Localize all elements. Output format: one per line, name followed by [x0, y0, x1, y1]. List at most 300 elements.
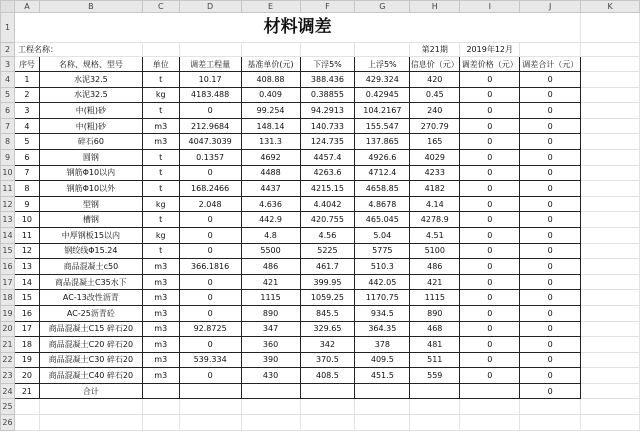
table-cell[interactable]: 360: [241, 337, 300, 353]
row-header[interactable]: 15: [1, 243, 15, 259]
cell[interactable]: [460, 399, 520, 415]
table-cell[interactable]: 845.5: [300, 305, 355, 321]
table-cell[interactable]: 4.636: [241, 196, 300, 212]
cell[interactable]: [581, 181, 640, 197]
table-cell[interactable]: t: [142, 103, 179, 119]
table-cell[interactable]: 0: [179, 305, 241, 321]
table-cell[interactable]: 539.334: [179, 352, 241, 368]
table-cell[interactable]: 1059.25: [300, 290, 355, 306]
table-cell[interactable]: 451.5: [355, 368, 410, 384]
table-cell[interactable]: 165: [410, 134, 460, 150]
table-cell[interactable]: 5775: [355, 243, 410, 259]
header-cell-quantity[interactable]: 调差工程量: [179, 57, 241, 72]
table-cell[interactable]: [300, 383, 355, 399]
cell[interactable]: [581, 118, 640, 134]
row-header[interactable]: 24: [1, 383, 15, 399]
period-cell[interactable]: 第21期: [410, 43, 460, 57]
table-cell[interactable]: 408.88: [241, 72, 300, 88]
cell[interactable]: [581, 368, 640, 384]
table-cell[interactable]: t: [142, 212, 179, 228]
cell[interactable]: [410, 415, 460, 431]
row-header[interactable]: 14: [1, 227, 15, 243]
table-cell[interactable]: 商品混凝土C35水下: [39, 274, 142, 290]
table-cell[interactable]: 3: [14, 103, 39, 119]
table-cell[interactable]: 4.56: [300, 227, 355, 243]
table-cell[interactable]: 14: [14, 274, 39, 290]
cell[interactable]: [355, 43, 410, 57]
table-cell[interactable]: m3: [142, 368, 179, 384]
table-cell[interactable]: 137.865: [355, 134, 410, 150]
sheet-title[interactable]: 材料调差: [14, 13, 580, 43]
table-cell[interactable]: 131.3: [241, 134, 300, 150]
table-cell[interactable]: 19: [14, 352, 39, 368]
table-cell[interactable]: 0: [520, 259, 581, 275]
table-cell[interactable]: 0: [179, 274, 241, 290]
table-cell[interactable]: [241, 383, 300, 399]
table-cell[interactable]: 0: [520, 118, 581, 134]
table-cell[interactable]: 364.35: [355, 321, 410, 337]
cell[interactable]: [520, 399, 581, 415]
table-cell[interactable]: 890: [410, 305, 460, 321]
table-cell[interactable]: 0: [460, 149, 520, 165]
table-cell[interactable]: 0: [520, 212, 581, 228]
row-header[interactable]: 21: [1, 337, 15, 353]
table-cell[interactable]: kg: [142, 196, 179, 212]
cell[interactable]: [179, 415, 241, 431]
cell[interactable]: [520, 415, 581, 431]
cell[interactable]: [581, 134, 640, 150]
cell[interactable]: [142, 43, 179, 57]
table-cell[interactable]: 0: [179, 165, 241, 181]
cell[interactable]: [581, 321, 640, 337]
table-cell[interactable]: [142, 383, 179, 399]
table-cell[interactable]: 399.95: [300, 274, 355, 290]
table-cell[interactable]: 92.8725: [179, 321, 241, 337]
table-cell[interactable]: 0: [460, 87, 520, 103]
cell[interactable]: [581, 149, 640, 165]
cell[interactable]: [581, 305, 640, 321]
table-cell[interactable]: t: [142, 243, 179, 259]
table-cell[interactable]: 15: [14, 290, 39, 306]
table-cell[interactable]: 890: [241, 305, 300, 321]
table-cell[interactable]: 1: [14, 72, 39, 88]
table-cell[interactable]: 0: [179, 290, 241, 306]
header-cell-adjust-price[interactable]: 调差价格（元）: [460, 57, 520, 72]
table-cell[interactable]: 0: [520, 149, 581, 165]
table-cell[interactable]: 4029: [410, 149, 460, 165]
table-cell[interactable]: 370.5: [300, 352, 355, 368]
table-cell[interactable]: 329.65: [300, 321, 355, 337]
table-cell[interactable]: t: [142, 72, 179, 88]
table-cell[interactable]: 0: [460, 352, 520, 368]
table-cell[interactable]: 0: [520, 243, 581, 259]
header-cell-name[interactable]: 名称、规格、型号: [39, 57, 142, 72]
cell[interactable]: [581, 259, 640, 275]
cell[interactable]: [355, 399, 410, 415]
table-cell[interactable]: 水泥32.5: [39, 87, 142, 103]
row-header[interactable]: 3: [1, 57, 15, 72]
column-header-f[interactable]: F: [300, 1, 355, 13]
table-cell[interactable]: 0: [460, 337, 520, 353]
project-name-label[interactable]: 工程名称：: [14, 43, 142, 57]
table-cell[interactable]: 140.733: [300, 118, 355, 134]
table-cell[interactable]: 型钢: [39, 196, 142, 212]
table-cell[interactable]: 4047.3039: [179, 134, 241, 150]
table-cell[interactable]: 0: [460, 305, 520, 321]
table-cell[interactable]: 合计: [39, 383, 142, 399]
cell[interactable]: [581, 227, 640, 243]
table-cell[interactable]: 409.5: [355, 352, 410, 368]
cell[interactable]: [241, 43, 300, 57]
table-cell[interactable]: 4278.9: [410, 212, 460, 228]
cell[interactable]: [142, 399, 179, 415]
table-cell[interactable]: 0: [179, 243, 241, 259]
table-cell[interactable]: 0: [460, 118, 520, 134]
table-cell[interactable]: 0: [460, 134, 520, 150]
table-cell[interactable]: 4.8: [241, 227, 300, 243]
cell[interactable]: [460, 415, 520, 431]
table-cell[interactable]: 168.2466: [179, 181, 241, 197]
cell[interactable]: [581, 212, 640, 228]
row-header[interactable]: 18: [1, 290, 15, 306]
cell[interactable]: [581, 352, 640, 368]
table-cell[interactable]: 4.4042: [300, 196, 355, 212]
table-cell[interactable]: 中(粗)砂: [39, 118, 142, 134]
table-cell[interactable]: 中厚钢板15以内: [39, 227, 142, 243]
column-header-j[interactable]: J: [520, 1, 581, 13]
table-cell[interactable]: 0: [460, 321, 520, 337]
table-cell[interactable]: 0: [460, 274, 520, 290]
table-cell[interactable]: 148.14: [241, 118, 300, 134]
table-cell[interactable]: 0: [460, 196, 520, 212]
table-cell[interactable]: 4488: [241, 165, 300, 181]
table-cell[interactable]: 421: [241, 274, 300, 290]
table-cell[interactable]: 486: [241, 259, 300, 275]
row-header[interactable]: 7: [1, 118, 15, 134]
row-header[interactable]: 20: [1, 321, 15, 337]
row-header[interactable]: 25: [1, 399, 15, 415]
header-cell-up5[interactable]: 上浮5%: [355, 57, 410, 72]
table-cell[interactable]: 1170.75: [355, 290, 410, 306]
table-cell[interactable]: 1115: [410, 290, 460, 306]
table-cell[interactable]: AC-13改性沥青: [39, 290, 142, 306]
select-all-corner[interactable]: [1, 1, 15, 13]
table-cell[interactable]: 11: [14, 227, 39, 243]
cell[interactable]: [355, 415, 410, 431]
table-cell[interactable]: 240: [410, 103, 460, 119]
table-cell[interactable]: 4233: [410, 165, 460, 181]
row-header[interactable]: 19: [1, 305, 15, 321]
month-cell[interactable]: 2019年12月: [460, 43, 520, 57]
table-cell[interactable]: 0: [460, 212, 520, 228]
header-cell-base-price[interactable]: 基准单价(元): [241, 57, 300, 72]
table-cell[interactable]: 0: [520, 227, 581, 243]
table-cell[interactable]: 0: [520, 181, 581, 197]
table-cell[interactable]: 4926.6: [355, 149, 410, 165]
table-cell[interactable]: 0: [460, 72, 520, 88]
table-cell[interactable]: 4.14: [410, 196, 460, 212]
table-cell[interactable]: 442.9: [241, 212, 300, 228]
table-cell[interactable]: 4182: [410, 181, 460, 197]
table-cell[interactable]: 商品混凝土C15 碎石20: [39, 321, 142, 337]
cell[interactable]: [300, 43, 355, 57]
table-cell[interactable]: m3: [142, 352, 179, 368]
table-cell[interactable]: 0: [179, 368, 241, 384]
row-header[interactable]: 17: [1, 274, 15, 290]
table-cell[interactable]: 155.547: [355, 118, 410, 134]
row-header[interactable]: 10: [1, 165, 15, 181]
table-cell[interactable]: [179, 383, 241, 399]
cell[interactable]: [14, 415, 39, 431]
table-cell[interactable]: 270.79: [410, 118, 460, 134]
table-cell[interactable]: 商品混凝土C40 碎石20: [39, 368, 142, 384]
table-cell[interactable]: 0: [179, 227, 241, 243]
table-cell[interactable]: 4: [14, 118, 39, 134]
table-cell[interactable]: 0: [179, 212, 241, 228]
table-cell[interactable]: 0: [520, 321, 581, 337]
table-cell[interactable]: 0: [460, 227, 520, 243]
table-cell[interactable]: 461.7: [300, 259, 355, 275]
table-cell[interactable]: t: [142, 149, 179, 165]
table-cell[interactable]: 0: [520, 72, 581, 88]
row-header[interactable]: 23: [1, 368, 15, 384]
table-cell[interactable]: 18: [14, 337, 39, 353]
table-cell[interactable]: 0: [520, 134, 581, 150]
table-cell[interactable]: 2.048: [179, 196, 241, 212]
table-cell[interactable]: m3: [142, 118, 179, 134]
cell[interactable]: [581, 383, 640, 399]
cell[interactable]: [142, 415, 179, 431]
table-cell[interactable]: m3: [142, 305, 179, 321]
cell[interactable]: [581, 57, 640, 72]
table-cell[interactable]: 17: [14, 321, 39, 337]
table-cell[interactable]: 0: [460, 103, 520, 119]
column-header-k[interactable]: K: [581, 1, 640, 13]
table-cell[interactable]: 465.045: [355, 212, 410, 228]
cell[interactable]: [581, 196, 640, 212]
table-cell[interactable]: 0.409: [241, 87, 300, 103]
table-cell[interactable]: 347: [241, 321, 300, 337]
table-cell[interactable]: m3: [142, 290, 179, 306]
cell[interactable]: [520, 43, 581, 57]
column-header-a[interactable]: A: [14, 1, 39, 13]
cell[interactable]: [410, 399, 460, 415]
cell[interactable]: [14, 399, 39, 415]
table-cell[interactable]: 0.42945: [355, 87, 410, 103]
table-cell[interactable]: 442.05: [355, 274, 410, 290]
table-cell[interactable]: 0: [520, 165, 581, 181]
row-header[interactable]: 6: [1, 103, 15, 119]
cell[interactable]: [581, 13, 640, 43]
cell[interactable]: [581, 274, 640, 290]
table-cell[interactable]: 5.04: [355, 227, 410, 243]
table-cell[interactable]: 420.755: [300, 212, 355, 228]
table-cell[interactable]: 1115: [241, 290, 300, 306]
table-cell[interactable]: 钢筋Φ10以内: [39, 165, 142, 181]
cell[interactable]: [581, 87, 640, 103]
table-cell[interactable]: 4692: [241, 149, 300, 165]
table-cell[interactable]: 8: [14, 181, 39, 197]
row-header[interactable]: 12: [1, 196, 15, 212]
table-cell[interactable]: 0: [520, 352, 581, 368]
table-cell[interactable]: 468: [410, 321, 460, 337]
table-cell[interactable]: 20: [14, 368, 39, 384]
table-cell[interactable]: 212.9684: [179, 118, 241, 134]
table-cell[interactable]: 0: [179, 103, 241, 119]
table-cell[interactable]: 0: [179, 337, 241, 353]
table-cell[interactable]: 4712.4: [355, 165, 410, 181]
cell[interactable]: [581, 415, 640, 431]
table-cell[interactable]: 钢筋Φ10以外: [39, 181, 142, 197]
column-header-i[interactable]: I: [460, 1, 520, 13]
table-cell[interactable]: 4.51: [410, 227, 460, 243]
table-cell[interactable]: m3: [142, 337, 179, 353]
table-cell[interactable]: 430: [241, 368, 300, 384]
column-header-b[interactable]: B: [39, 1, 142, 13]
cell[interactable]: [39, 399, 142, 415]
table-cell[interactable]: 124.735: [300, 134, 355, 150]
table-cell[interactable]: 5: [14, 134, 39, 150]
table-cell[interactable]: 0: [520, 274, 581, 290]
table-cell[interactable]: 486: [410, 259, 460, 275]
table-cell[interactable]: 6: [14, 149, 39, 165]
cell[interactable]: [581, 243, 640, 259]
header-cell-unit[interactable]: 单位: [142, 57, 179, 72]
table-cell[interactable]: 934.5: [355, 305, 410, 321]
row-header[interactable]: 16: [1, 259, 15, 275]
table-cell[interactable]: 0: [520, 87, 581, 103]
cell[interactable]: [581, 43, 640, 57]
cell[interactable]: [300, 415, 355, 431]
table-cell[interactable]: 421: [410, 274, 460, 290]
column-header-h[interactable]: H: [410, 1, 460, 13]
table-cell[interactable]: m3: [142, 134, 179, 150]
row-header[interactable]: 13: [1, 212, 15, 228]
table-cell[interactable]: m3: [142, 259, 179, 275]
cell[interactable]: [300, 399, 355, 415]
row-header[interactable]: 8: [1, 134, 15, 150]
row-header[interactable]: 11: [1, 181, 15, 197]
table-cell[interactable]: 0: [520, 383, 581, 399]
table-cell[interactable]: 0: [460, 243, 520, 259]
table-cell[interactable]: 4.8678: [355, 196, 410, 212]
table-cell[interactable]: m3: [142, 274, 179, 290]
cell[interactable]: [581, 290, 640, 306]
cell[interactable]: [241, 399, 300, 415]
table-cell[interactable]: 0: [520, 103, 581, 119]
table-cell[interactable]: 商品混凝土C30 碎石20: [39, 352, 142, 368]
table-cell[interactable]: 0: [460, 181, 520, 197]
table-cell[interactable]: 0.1357: [179, 149, 241, 165]
table-cell[interactable]: 0: [520, 290, 581, 306]
row-header[interactable]: 4: [1, 72, 15, 88]
cell[interactable]: [581, 165, 640, 181]
table-cell[interactable]: 0: [460, 259, 520, 275]
column-header-e[interactable]: E: [241, 1, 300, 13]
table-cell[interactable]: 0: [460, 290, 520, 306]
table-cell[interactable]: 429.324: [355, 72, 410, 88]
row-header[interactable]: 1: [1, 13, 15, 43]
table-cell[interactable]: 104.2167: [355, 103, 410, 119]
cell[interactable]: [581, 103, 640, 119]
table-cell[interactable]: 商品混凝土c50: [39, 259, 142, 275]
table-cell[interactable]: 510.3: [355, 259, 410, 275]
header-cell-adjust-total[interactable]: 调差合计（元）: [520, 57, 581, 72]
table-cell[interactable]: 0.45: [410, 87, 460, 103]
table-cell[interactable]: 378: [355, 337, 410, 353]
header-cell-seq[interactable]: 序号: [14, 57, 39, 72]
table-cell[interactable]: [410, 383, 460, 399]
table-cell[interactable]: 388.436: [300, 72, 355, 88]
row-header[interactable]: 2: [1, 43, 15, 57]
table-cell[interactable]: 碎石60: [39, 134, 142, 150]
table-cell[interactable]: 5225: [300, 243, 355, 259]
table-cell[interactable]: kg: [142, 227, 179, 243]
row-header[interactable]: 26: [1, 415, 15, 431]
table-cell[interactable]: 99.254: [241, 103, 300, 119]
cell[interactable]: [179, 43, 241, 57]
table-cell[interactable]: 0: [520, 305, 581, 321]
table-cell[interactable]: 4215.15: [300, 181, 355, 197]
table-cell[interactable]: 21: [14, 383, 39, 399]
table-cell[interactable]: 槽钢: [39, 212, 142, 228]
table-cell[interactable]: 0.38855: [300, 87, 355, 103]
table-cell[interactable]: 10.17: [179, 72, 241, 88]
table-cell[interactable]: 4658.85: [355, 181, 410, 197]
table-cell[interactable]: 商品混凝土C20 碎石20: [39, 337, 142, 353]
header-cell-info-price[interactable]: 信息价（元）: [410, 57, 460, 72]
cell[interactable]: [581, 337, 640, 353]
table-cell[interactable]: 2: [14, 87, 39, 103]
cell[interactable]: [179, 399, 241, 415]
table-cell[interactable]: 342: [300, 337, 355, 353]
table-cell[interactable]: 10: [14, 212, 39, 228]
table-cell[interactable]: 16: [14, 305, 39, 321]
table-cell[interactable]: 7: [14, 165, 39, 181]
cell[interactable]: [581, 72, 640, 88]
table-cell[interactable]: 408.5: [300, 368, 355, 384]
row-header[interactable]: 22: [1, 352, 15, 368]
table-cell[interactable]: 5100: [410, 243, 460, 259]
column-header-d[interactable]: D: [179, 1, 241, 13]
cell[interactable]: [39, 415, 142, 431]
row-header[interactable]: 5: [1, 87, 15, 103]
table-cell[interactable]: 13: [14, 259, 39, 275]
table-cell[interactable]: [355, 383, 410, 399]
table-cell[interactable]: t: [142, 181, 179, 197]
table-cell[interactable]: 圆钢: [39, 149, 142, 165]
table-cell[interactable]: 4183.488: [179, 87, 241, 103]
row-header[interactable]: 9: [1, 149, 15, 165]
table-cell[interactable]: 366.1816: [179, 259, 241, 275]
column-header-c[interactable]: C: [142, 1, 179, 13]
table-cell[interactable]: 481: [410, 337, 460, 353]
table-cell[interactable]: 0: [520, 196, 581, 212]
table-cell[interactable]: t: [142, 165, 179, 181]
table-cell[interactable]: 0: [520, 368, 581, 384]
table-cell[interactable]: 12: [14, 243, 39, 259]
table-cell[interactable]: 4263.6: [300, 165, 355, 181]
table-cell[interactable]: AC-25沥青砼: [39, 305, 142, 321]
table-cell[interactable]: m3: [142, 321, 179, 337]
table-cell[interactable]: 511: [410, 352, 460, 368]
table-cell[interactable]: 0: [460, 368, 520, 384]
column-header-g[interactable]: G: [355, 1, 410, 13]
table-cell[interactable]: 390: [241, 352, 300, 368]
table-cell[interactable]: 0: [460, 165, 520, 181]
table-cell[interactable]: kg: [142, 87, 179, 103]
table-cell[interactable]: 4437: [241, 181, 300, 197]
